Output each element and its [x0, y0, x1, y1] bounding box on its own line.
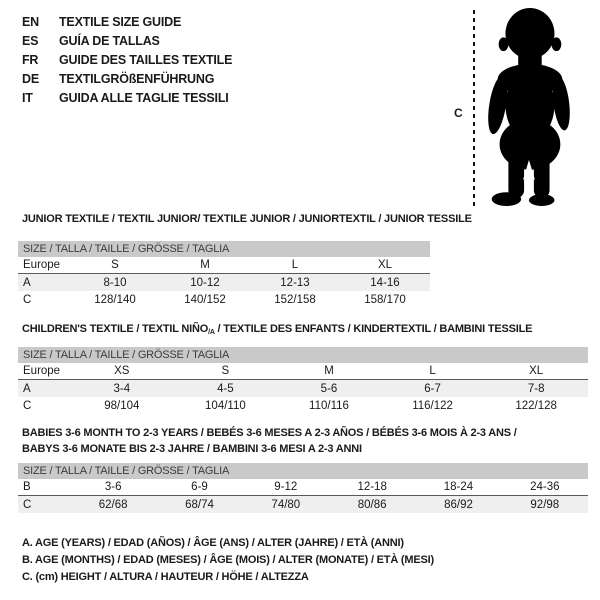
- height-cell: 140/152: [184, 293, 226, 306]
- age-cell: 4-5: [217, 382, 234, 395]
- language-code: DE: [22, 72, 39, 86]
- age-cell: 10-12: [190, 276, 220, 289]
- height-cell: 62/68: [98, 498, 128, 511]
- height-cell: 158/170: [364, 293, 406, 306]
- table-row: [18, 363, 588, 380]
- table-row: [18, 274, 430, 291]
- size-cell: S: [221, 365, 230, 377]
- height-cell: 116/122: [412, 399, 453, 412]
- language-code: ES: [22, 34, 39, 48]
- height-cell: 122/128: [515, 399, 557, 412]
- children-table-title: [22, 321, 532, 341]
- children-title-after: / TEXTILE DES ENFANTS / KINDERTEXTIL / BAMBINI TESSILE: [214, 323, 533, 335]
- size-cell: XS: [114, 365, 130, 377]
- table-row: [18, 380, 588, 397]
- size-header-bar: SIZE / TALLA / TAILLE / GRÖSSE / TAGLIA: [18, 347, 588, 363]
- height-cell: 68/74: [185, 498, 214, 511]
- babies-title-line2: BABYS 3-6 MONATE BIS 2-3 JAHRE / BAMBINI 3-6 MESI A 2-3 ANNI: [22, 443, 362, 455]
- height-cell: 104/110: [205, 399, 246, 412]
- size-cell: L: [429, 365, 436, 377]
- size-cell: M: [324, 365, 334, 377]
- age-cell: 6-9: [191, 481, 208, 493]
- language-label: TEXTILGRÖßENFÜHRUNG: [59, 72, 215, 86]
- row-label: Europe: [23, 259, 61, 271]
- baby-silhouette-image: [479, 7, 577, 207]
- language-label: GUIDA ALLE TAGLIE TESSILI: [59, 91, 229, 105]
- height-cell: 98/104: [104, 399, 140, 412]
- footnote-b: B. AGE (MONTHS) / EDAD (MESES) / ÂGE (MOIS) / ALTER (MONATE) / ETÀ (MESI): [22, 554, 434, 566]
- language-label: GUÍA DE TALLAS: [59, 34, 160, 48]
- row-label: C: [23, 498, 32, 511]
- table-row: [18, 257, 430, 274]
- table-row: [18, 397, 588, 414]
- height-cell: 128/140: [94, 293, 136, 306]
- age-cell: 24-36: [530, 481, 560, 493]
- language-code: EN: [22, 15, 39, 29]
- size-cell: XL: [377, 259, 393, 271]
- height-cell: 152/158: [274, 293, 316, 306]
- language-label: TEXTILE SIZE GUIDE: [59, 15, 182, 29]
- age-cell: 9-12: [274, 481, 298, 493]
- height-measure-dashed-line: [473, 10, 475, 208]
- table-row: [18, 291, 430, 308]
- row-label: A: [23, 382, 31, 395]
- babies-title-line1: BABIES 3-6 MONTH TO 2-3 YEARS / BEBÉS 3-6 MESES A 2-3 AÑOS / BÉBÉS 3-6 MOIS À 2-3 ANS /: [22, 427, 517, 439]
- age-cell: 3-4: [113, 382, 131, 395]
- children-title-subscript: /A: [208, 329, 215, 336]
- row-label: C: [23, 293, 32, 306]
- age-cell: 5-6: [320, 382, 338, 395]
- age-cell: 3-6: [104, 481, 122, 493]
- language-row-en: [22, 13, 232, 32]
- babies-size-table: [18, 463, 588, 513]
- language-row-es: [22, 32, 232, 51]
- size-cell: L: [291, 259, 299, 271]
- size-cell: XL: [529, 365, 544, 377]
- table-row: [18, 479, 588, 496]
- size-header-bar: SIZE / TALLA / TAILLE / GRÖSSE / TAGLIA: [18, 241, 430, 257]
- height-measure-label: C: [454, 106, 463, 120]
- language-row-fr: [22, 51, 232, 70]
- junior-table-title: JUNIOR TEXTILE / TEXTIL JUNIOR/ TEXTILE JUNIOR / JUNIORTEXTIL / JUNIOR TESSILE: [22, 213, 472, 225]
- height-cell: 86/92: [444, 498, 473, 511]
- height-cell: 92/98: [530, 498, 560, 511]
- language-row-it: [22, 89, 232, 108]
- children-size-table: [18, 347, 588, 414]
- size-cell: S: [111, 259, 119, 271]
- height-cell: 110/116: [309, 399, 349, 412]
- legend-footnotes: [22, 535, 434, 586]
- language-code: IT: [22, 91, 33, 105]
- height-cell: 80/86: [357, 498, 387, 511]
- table-row: [18, 496, 588, 513]
- children-title-before: CHILDREN'S TEXTILE / TEXTIL NIÑO: [22, 323, 209, 335]
- row-label: C: [23, 399, 32, 412]
- language-header: [22, 13, 232, 108]
- row-label: A: [23, 276, 31, 289]
- size-cell: M: [200, 259, 210, 271]
- size-header-bar: SIZE / TALLA / TAILLE / GRÖSSE / TAGLIA: [18, 463, 588, 479]
- junior-size-table: [18, 241, 430, 308]
- language-code: FR: [22, 53, 39, 67]
- height-cell: 74/80: [271, 498, 301, 511]
- footnote-c: C. (cm) HEIGHT / ALTURA / HAUTEUR / HÖHE / ALTEZZA: [22, 571, 309, 583]
- row-label: B: [23, 481, 31, 493]
- age-cell: 6-7: [424, 382, 441, 395]
- age-cell: 7-8: [527, 382, 545, 395]
- age-cell: 12-18: [357, 481, 387, 493]
- language-label: GUIDE DES TAILLES TEXTILE: [59, 53, 233, 67]
- footnote-a: A. AGE (YEARS) / EDAD (AÑOS) / ÂGE (ANS) / ALTER (JAHRE) / ETÀ (ANNI): [22, 537, 404, 549]
- language-row-de: [22, 70, 232, 89]
- age-cell: 18-24: [443, 481, 474, 493]
- age-cell: 14-16: [370, 276, 400, 289]
- row-label: Europe: [23, 365, 61, 377]
- age-cell: 12-13: [280, 276, 310, 289]
- babies-table-title: [22, 425, 517, 457]
- age-cell: 8-10: [103, 276, 127, 289]
